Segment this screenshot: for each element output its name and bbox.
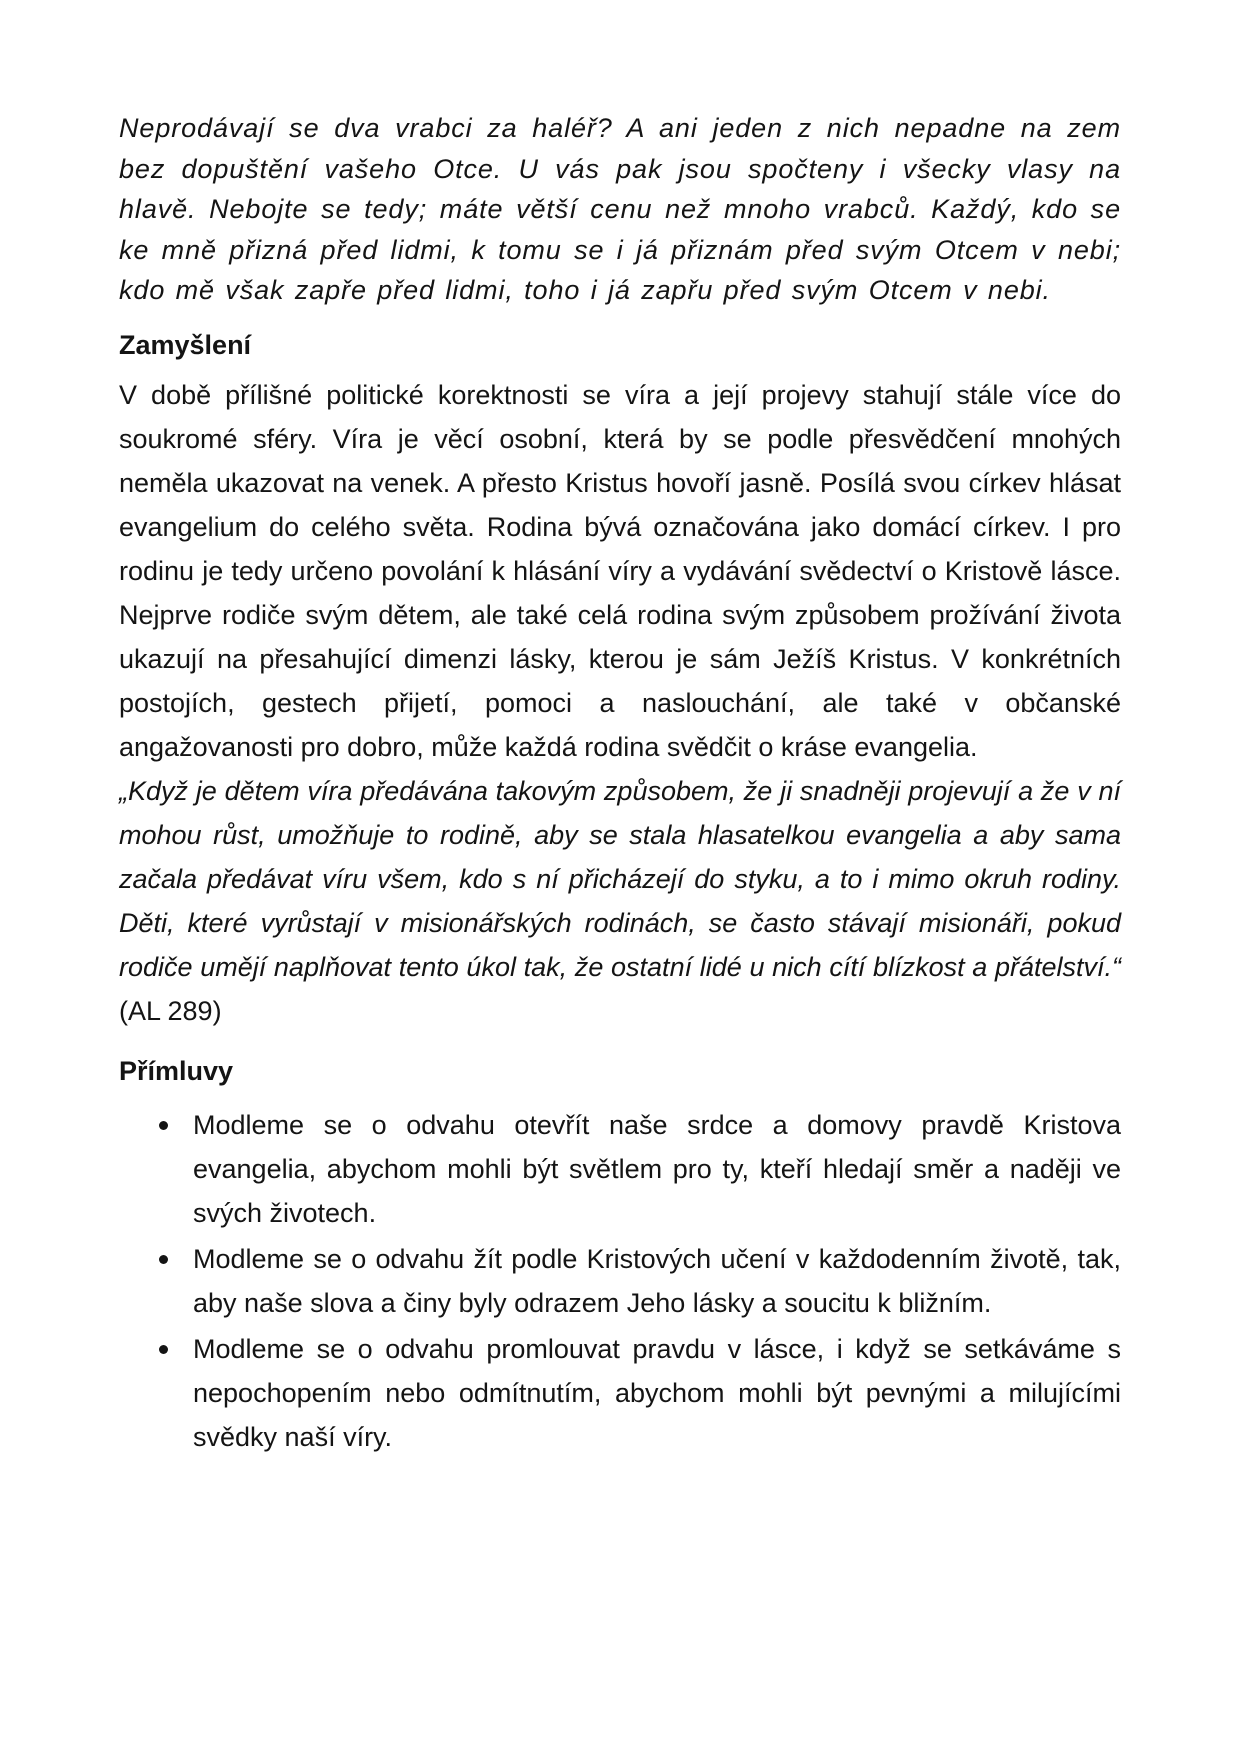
bullet-icon: [159, 1345, 168, 1354]
prayers-list: [119, 1103, 1121, 1459]
reflection-heading: Zamyšlení: [119, 329, 252, 360]
bullet-icon: [159, 1121, 168, 1130]
document-page: [119, 108, 1121, 1461]
list-item: [119, 1327, 1121, 1459]
list-item: [119, 1103, 1121, 1235]
quote-paragraph: [119, 769, 1121, 1033]
list-item: [119, 1237, 1121, 1325]
prayers-heading: Přímluvy: [119, 1055, 234, 1086]
reflection-paragraph: V době přílišné politické korektnosti se víra a její projevy stahují stále více do soukromé sféry. Víra je věcí osobní, která by se podle přesvědčení mnohých neměla ukazovat na venek. A přesto Kristus hovoří jasně. Posílá svou církev hlásat evangelium do celého světa. Rodina bývá označována jako domácí církev. I pro rodinu je tedy určeno povolání k hlásání víry a vydávání svědectví o Kristově lásce. Nejprve rodiče svým dětem, ale také celá rodina svým způsobem prožívání života ukazují na přesahující dimenzi lásky, kterou je sám Ježíš Kristus. V konkrétních postojích, gestech přijetí, pomoci a naslouchání, ale také v občanské angažovanosti pro dobro, může každá rodina svědčit o kráse evangelia.: [119, 379, 1121, 762]
quote-text: „Když je dětem víra předávána takovým způsobem, že ji snadněji projevují a že v ní mohou růst, umožňuje to rodině, aby se stala hlasatelkou evangelia a aby sama začala předávat víru všem, kdo s ní přicházejí do styku, a to i mimo okruh rodiny. Děti, které vyrůstají v misionářských rodinách, se často stávají misionáři, pokud rodiče umějí naplňovat tento úkol tak, že ostatní lidé u nich cítí blízkost a přátelství.“: [119, 775, 1121, 982]
quote-reference: (AL 289): [119, 995, 222, 1026]
prayer-text: Modleme se o odvahu otevřít naše srdce a domovy pravdě Kristova evangelia, abychom mohli být světlem pro ty, kteří hledají směr a naději ve svých životech.: [193, 1109, 1121, 1228]
prayer-text: Modleme se o odvahu žít podle Kristových učení v každodenním životě, tak, aby naše slova a činy byly odrazem Jeho lásky a soucitu k bližním.: [193, 1243, 1121, 1318]
bullet-icon: [159, 1255, 168, 1264]
scripture-passage: Neprodávají se dva vrabci za haléř? A ani jeden z nich nepadne na zem bez dopuštění vašeho Otce. U vás pak jsou spočteny i všecky vlasy na hlavě. Nebojte se tedy; máte větší cenu než mnoho vrabců. Každý, kdo se ke mně přizná před lidmi, k tomu se i já přiznám před svým Otcem v nebi; kdo mě však zapře před lidmi, toho i já zapřu před svým Otcem v nebi.: [119, 113, 1121, 305]
prayer-text: Modleme se o odvahu promlouvat pravdu v lásce, i když se setkáváme s nepochopením nebo odmítnutím, abychom mohli být pevnými a milujícími svědky naší víry.: [193, 1333, 1121, 1452]
